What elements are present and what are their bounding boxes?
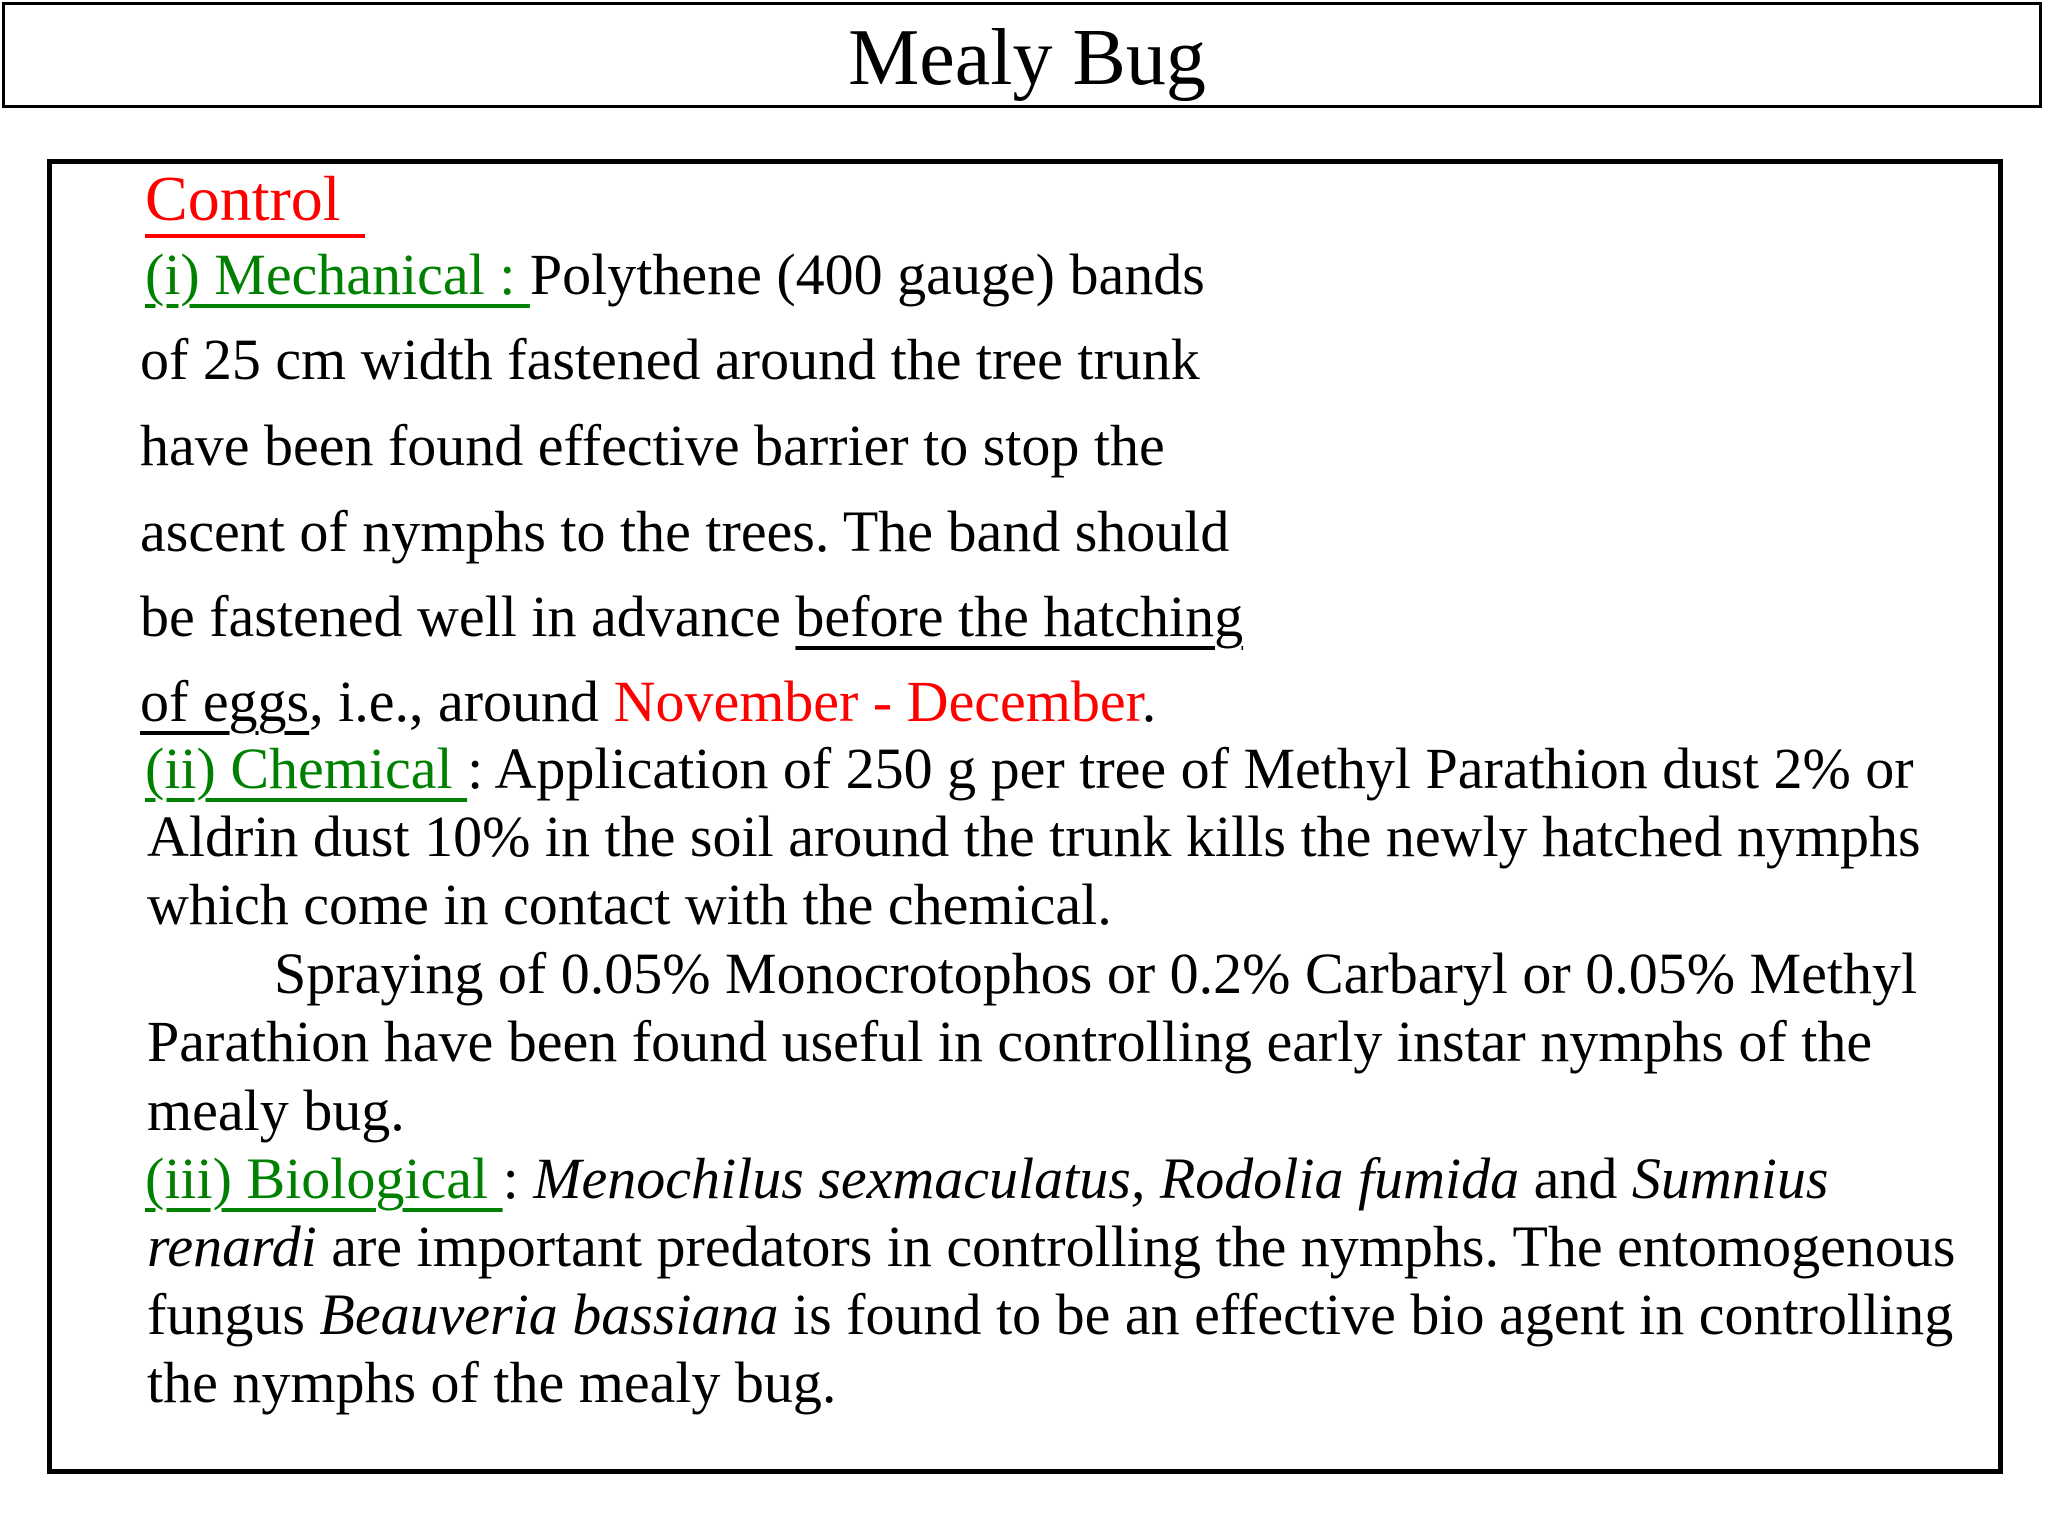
biological-line-1	[145, 1146, 1829, 1211]
chemical-label: (ii) Chemical	[145, 736, 468, 801]
mechanical-text-6-mid: , i.e., around	[309, 669, 614, 734]
chemical-text-1: : Application of 250 g per tree of Methyl Parathion dust 2% or	[467, 736, 1914, 801]
mechanical-line-5	[140, 584, 1244, 649]
biological-species-2-end: renardi	[147, 1214, 317, 1279]
chemical-line-3: which come in contact with the chemical.	[147, 872, 1112, 937]
mechanical-text-5-underlined: before the hatching	[795, 584, 1244, 649]
mechanical-line-6	[140, 669, 1157, 734]
mechanical-text-6-end: .	[1141, 669, 1157, 734]
chemical-line-5: Parathion have been found useful in controlling early instar nymphs of the	[147, 1009, 1873, 1074]
biological-colon: :	[502, 1146, 534, 1211]
mechanical-line-4: ascent of nymphs to the trees. The band should	[140, 499, 1230, 564]
mechanical-line-2: of 25 cm width fastened around the tree trunk	[140, 327, 1200, 392]
biological-text-3a: fungus	[147, 1282, 320, 1347]
biological-and: and	[1519, 1146, 1632, 1211]
mechanical-label: (i) Mechanical :	[145, 242, 530, 307]
mechanical-text-1: Polythene (400 gauge) bands	[529, 242, 1205, 307]
mechanical-line-3: have been found effective barrier to stop the	[140, 413, 1165, 478]
mechanical-text-6-underlined: of eggs	[140, 669, 310, 734]
biological-line-4: the nymphs of the mealy bug.	[147, 1350, 837, 1415]
mechanical-months: November - December	[613, 669, 1142, 734]
control-heading-underline	[145, 234, 365, 238]
chemical-line-2: Aldrin dust 10% in the soil around the trunk kills the newly hatched nymphs	[147, 804, 1921, 869]
biological-species-2: Sumnius	[1631, 1146, 1829, 1211]
title-box	[2, 2, 2042, 108]
mechanical-text-5a: be fastened well in advance	[140, 584, 796, 649]
biological-fungus: Beauveria bassiana	[319, 1282, 779, 1347]
chemical-line-4: Spraying of 0.05% Monocrotophos or 0.2% Carbaryl or 0.05% Methyl	[274, 941, 1918, 1006]
mechanical-line-1	[145, 242, 1205, 307]
biological-species-1: Menochilus sexmaculatus, Rodolia fumida	[533, 1146, 1520, 1211]
biological-line-3	[147, 1282, 1954, 1347]
chemical-line-6: mealy bug.	[147, 1078, 405, 1143]
control-heading: Control	[145, 163, 341, 234]
biological-text-2: are important predators in controlling the nymphs. The entomogenous	[316, 1214, 1956, 1279]
biological-label: (iii) Biological	[145, 1146, 503, 1211]
biological-text-3b: is found to be an effective bio agent in controlling	[778, 1282, 1954, 1347]
biological-line-2	[147, 1214, 1956, 1279]
page-title: Mealy Bug	[848, 14, 1206, 102]
chemical-line-1	[145, 736, 1914, 801]
